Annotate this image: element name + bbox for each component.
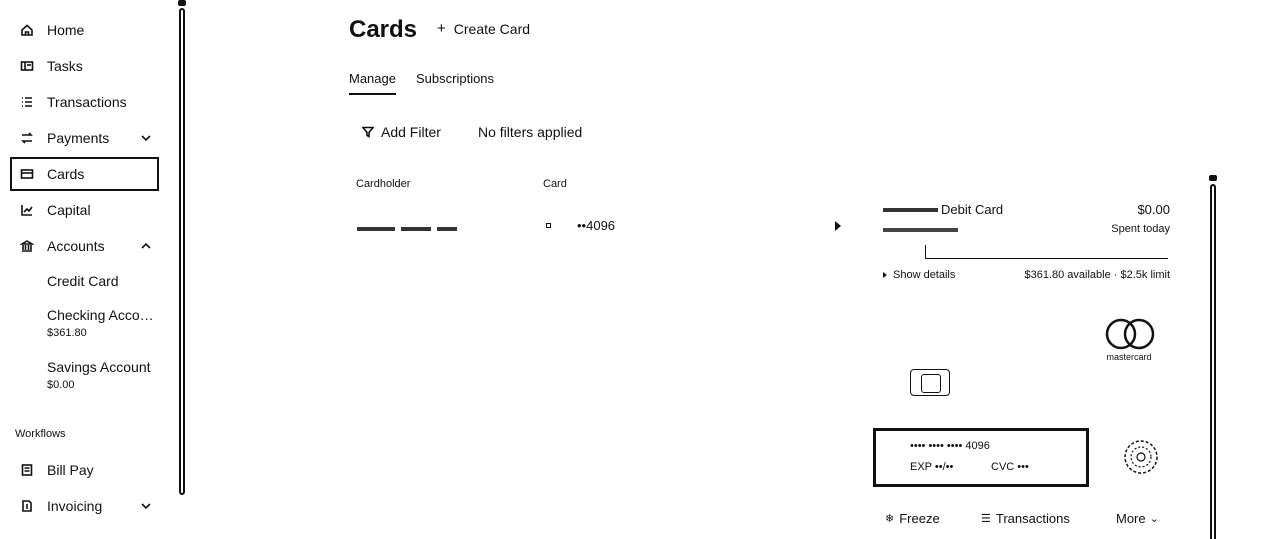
transactions-button[interactable] bbox=[981, 511, 1070, 526]
card-number-box[interactable] bbox=[873, 428, 1089, 487]
chevron-down-icon: ⌄ bbox=[1149, 513, 1159, 525]
card-type: Debit Card bbox=[941, 202, 1004, 217]
card-subtitle-redacted bbox=[883, 228, 958, 232]
tasks-icon bbox=[18, 57, 36, 75]
card-number: •••• •••• •••• 4096 bbox=[910, 440, 990, 452]
account-name: Credit Card bbox=[47, 273, 119, 289]
sidebar-item-label: Invoicing bbox=[47, 498, 103, 514]
sidebar bbox=[0, 0, 180, 539]
create-card-button[interactable] bbox=[437, 20, 530, 37]
show-details-toggle[interactable] bbox=[883, 269, 955, 281]
card-owner-redacted bbox=[883, 208, 938, 212]
card-cvc: CVC ••• bbox=[991, 461, 1029, 473]
plus-icon: + bbox=[437, 20, 446, 37]
panel-scrollbar[interactable] bbox=[1210, 184, 1216, 539]
limit-progress-bar bbox=[925, 258, 1168, 259]
sidebar-item-home[interactable] bbox=[12, 15, 158, 45]
tab-subscriptions[interactable]: Subscriptions bbox=[416, 71, 495, 86]
sidebar-item-label: Capital bbox=[47, 202, 91, 218]
spent-amount: $0.00 bbox=[1137, 202, 1170, 217]
account-balance: $0.00 bbox=[47, 379, 75, 391]
table-row-card[interactable] bbox=[546, 218, 615, 233]
home-icon bbox=[18, 21, 36, 39]
row-selected-arrow-icon bbox=[835, 221, 841, 231]
add-filter-label: Add Filter bbox=[381, 124, 441, 140]
more-label: More bbox=[1116, 511, 1146, 526]
sidebar-item-label: Accounts bbox=[47, 238, 105, 254]
page-title: Cards bbox=[349, 16, 418, 43]
card-thumbnail-icon bbox=[546, 223, 551, 228]
sidebar-item-bill-pay[interactable] bbox=[12, 455, 158, 485]
transactions-label: Transactions bbox=[995, 511, 1070, 526]
mastercard-label: mastercard bbox=[1106, 352, 1152, 362]
tab-manage[interactable]: Manage bbox=[349, 71, 396, 95]
chevron-down-icon[interactable] bbox=[140, 131, 154, 145]
account-credit-card[interactable] bbox=[47, 273, 159, 289]
caret-right-icon bbox=[883, 272, 887, 278]
column-header-cardholder: Cardholder bbox=[356, 178, 411, 190]
snowflake-icon: ❄ bbox=[885, 513, 895, 525]
available-balance: $361.80 available · $2.5k limit bbox=[1024, 269, 1170, 281]
sidebar-item-invoicing[interactable] bbox=[12, 491, 158, 521]
transfer-icon bbox=[18, 129, 36, 147]
scrollbar-arrow[interactable] bbox=[178, 0, 186, 6]
chart-icon bbox=[18, 201, 36, 219]
list-icon: ☰ bbox=[981, 513, 991, 525]
sidebar-item-label: Payments bbox=[47, 130, 110, 146]
account-balance: $361.80 bbox=[47, 327, 87, 339]
card-expiry: EXP ••/•• bbox=[910, 461, 954, 473]
account-name: Savings Account bbox=[47, 359, 151, 375]
sidebar-item-label: Transactions bbox=[47, 94, 127, 110]
sidebar-item-transactions[interactable] bbox=[12, 87, 158, 117]
cardholder-name-redacted[interactable] bbox=[357, 220, 477, 232]
panel-scrollbar-arrow[interactable] bbox=[1209, 175, 1217, 181]
card-last-four: ••4096 bbox=[577, 218, 616, 233]
show-details-label: Show details bbox=[893, 269, 956, 281]
invoice-icon bbox=[18, 497, 36, 515]
filter-icon bbox=[362, 126, 374, 138]
card-chip-icon bbox=[910, 369, 950, 396]
sidebar-item-label: Home bbox=[47, 22, 85, 38]
spent-label: Spent today bbox=[1111, 223, 1170, 235]
sidebar-scrollbar[interactable] bbox=[179, 8, 185, 495]
freeze-label: Freeze bbox=[899, 511, 940, 526]
more-button[interactable] bbox=[1116, 511, 1159, 526]
sidebar-item-accounts[interactable] bbox=[12, 231, 158, 261]
sidebar-item-label: Bill Pay bbox=[47, 462, 94, 478]
contactless-icon bbox=[1122, 439, 1160, 475]
chevron-up-icon[interactable] bbox=[140, 239, 154, 253]
sidebar-item-tasks[interactable] bbox=[12, 51, 158, 81]
sidebar-item-capital[interactable] bbox=[12, 195, 158, 225]
create-card-label: Create Card bbox=[453, 20, 531, 37]
limit-progress-marker bbox=[925, 245, 926, 259]
card-icon bbox=[18, 165, 36, 183]
sidebar-item-label: Tasks bbox=[47, 58, 83, 74]
filter-status: No filters applied bbox=[478, 124, 583, 140]
account-name: Checking Account bbox=[47, 307, 159, 323]
account-checking[interactable] bbox=[47, 307, 159, 339]
card-title bbox=[883, 202, 1003, 217]
sidebar-item-label: Cards bbox=[47, 166, 85, 182]
sidebar-item-payments[interactable] bbox=[12, 123, 158, 153]
bank-icon bbox=[18, 237, 36, 255]
account-savings[interactable] bbox=[47, 359, 159, 391]
list-icon bbox=[18, 93, 36, 111]
column-header-card: Card bbox=[543, 178, 567, 190]
workflows-heading: Workflows bbox=[15, 428, 66, 440]
chevron-down-icon[interactable] bbox=[140, 499, 154, 513]
add-filter-button[interactable] bbox=[362, 124, 441, 140]
sidebar-item-cards[interactable] bbox=[10, 157, 159, 191]
bill-icon bbox=[18, 461, 36, 479]
freeze-button[interactable] bbox=[885, 511, 940, 526]
